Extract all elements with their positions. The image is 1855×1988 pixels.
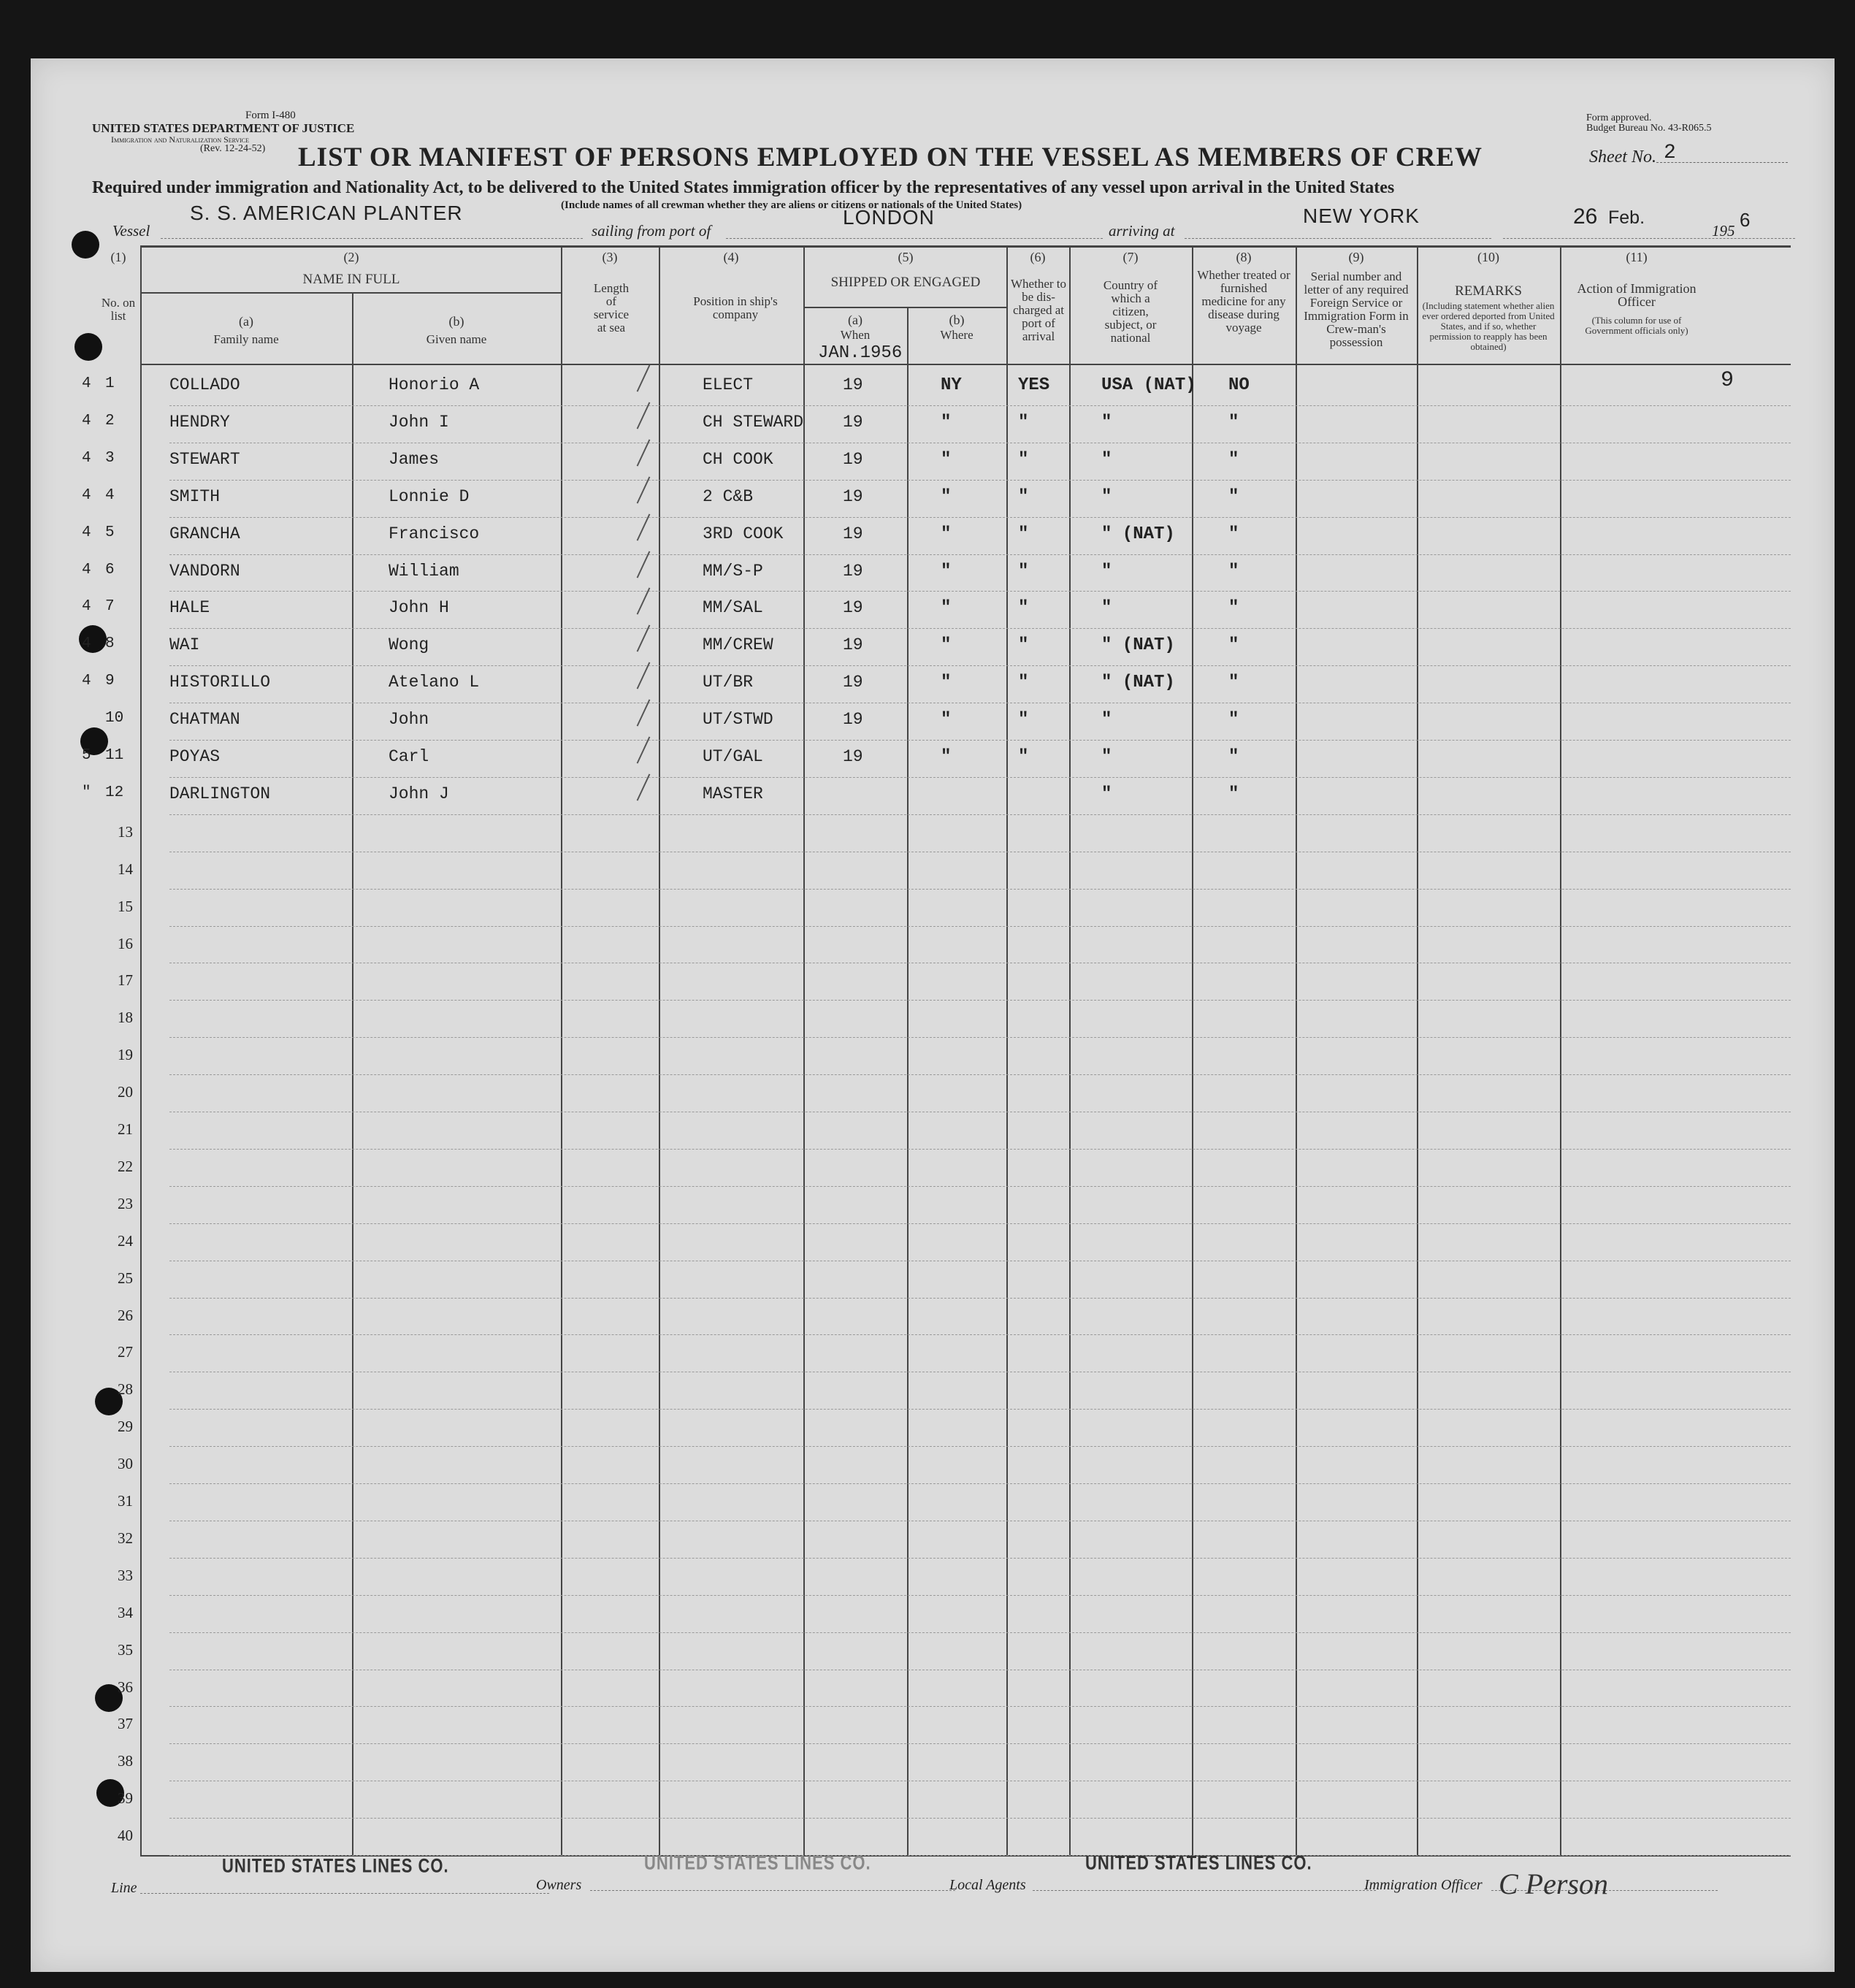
form-title: LIST OR MANIFEST OF PERSONS EMPLOYED ON THE VESSEL AS MEMBERS OF CREW bbox=[298, 142, 1483, 172]
medical-treatment: " bbox=[1228, 784, 1239, 804]
vessel-name: S. S. AMERICAN PLANTER bbox=[190, 202, 463, 224]
medical-treatment: " bbox=[1228, 413, 1239, 432]
discharged: " bbox=[1018, 413, 1029, 432]
position: MM/CREW bbox=[703, 635, 773, 654]
citizenship: USA (NAT) bbox=[1101, 375, 1196, 395]
col4-number: (4) bbox=[723, 250, 739, 264]
discharged: " bbox=[1018, 635, 1029, 655]
owners-rule bbox=[590, 1890, 955, 1891]
position: 2 C&B bbox=[703, 487, 754, 506]
row-number: 24 bbox=[118, 1232, 133, 1250]
row-rule bbox=[169, 591, 1791, 592]
column-divider bbox=[1417, 247, 1418, 1857]
line-stamp: UNITED STATES LINES CO. bbox=[222, 1854, 449, 1877]
col10-header: REMARKS bbox=[1455, 283, 1522, 299]
row-number: 21 bbox=[118, 1120, 133, 1138]
shipped-year: JAN.1956 bbox=[818, 343, 903, 363]
service-checkmark bbox=[637, 699, 651, 726]
row-number: 35 bbox=[118, 1641, 133, 1659]
given-name: John I bbox=[389, 413, 449, 432]
position: UT/GAL bbox=[703, 747, 763, 766]
row-rule bbox=[169, 814, 1791, 815]
row-number: 37 bbox=[118, 1715, 133, 1732]
col11-note: (This column for use of Government officials only) bbox=[1585, 315, 1688, 336]
port-line bbox=[726, 238, 1103, 239]
sheet-number: 2 bbox=[1664, 142, 1676, 164]
col5a-number: (a) bbox=[848, 313, 863, 327]
citizenship: " bbox=[1101, 413, 1112, 432]
family-name: VANDORN bbox=[169, 562, 240, 581]
service-checkmark bbox=[637, 439, 651, 466]
row-prefix: 4 bbox=[82, 375, 91, 392]
given-name: Honorio A bbox=[389, 375, 480, 394]
row-rule bbox=[169, 777, 1791, 778]
citizenship: " bbox=[1101, 562, 1112, 581]
column-divider bbox=[1560, 247, 1561, 1857]
row-number: 23 bbox=[118, 1195, 133, 1212]
owners-stamp: UNITED STATES LINES CO. bbox=[644, 1851, 871, 1874]
shipped-where: " bbox=[941, 413, 952, 432]
shipped-when: 19 bbox=[843, 562, 863, 581]
given-name: Wong bbox=[389, 635, 429, 654]
department-name: UNITED STATES DEPARTMENT OF JUSTICE bbox=[92, 121, 355, 135]
row-rule bbox=[169, 1000, 1791, 1001]
row-rule bbox=[169, 740, 1791, 741]
column-divider bbox=[1192, 247, 1193, 1857]
given-name: John H bbox=[389, 598, 449, 617]
shipped-when: 19 bbox=[843, 673, 863, 692]
citizenship: " (NAT) bbox=[1101, 635, 1175, 655]
service-checkmark bbox=[637, 662, 651, 689]
row-number: 25 bbox=[118, 1269, 133, 1287]
row-number: 31 bbox=[118, 1492, 133, 1510]
col3-number: (3) bbox=[602, 250, 618, 264]
row-number: 40 bbox=[118, 1827, 133, 1844]
medical-treatment: NO bbox=[1228, 375, 1250, 395]
col5a-header: When bbox=[840, 328, 871, 342]
row-prefix: " bbox=[82, 784, 91, 801]
row-number: 38 bbox=[118, 1752, 133, 1770]
family-name: STEWART bbox=[169, 450, 240, 469]
family-name: GRANCHA bbox=[169, 524, 240, 543]
given-name: Lonnie D bbox=[389, 487, 470, 506]
row-number: 13 bbox=[118, 823, 133, 841]
arrival-day: 26 bbox=[1573, 204, 1598, 229]
row-number: 19 bbox=[118, 1046, 133, 1063]
table-top-rule bbox=[140, 245, 1791, 248]
row-number: 8 bbox=[105, 635, 115, 652]
row-rule bbox=[169, 517, 1791, 518]
row-number: 2 bbox=[105, 413, 115, 429]
col7-header: Country of which a citizen, subject, or national bbox=[1103, 278, 1158, 345]
position: CH STEWARD bbox=[703, 413, 804, 432]
shipped-where: " bbox=[941, 635, 952, 655]
position: MM/S-P bbox=[703, 562, 763, 581]
citizenship: " bbox=[1101, 747, 1112, 767]
given-name: William bbox=[389, 562, 459, 581]
row-number: 18 bbox=[118, 1009, 133, 1026]
row-rule bbox=[169, 1334, 1791, 1335]
row-rule bbox=[169, 1706, 1791, 1707]
row-rule bbox=[169, 1037, 1791, 1038]
medical-treatment: " bbox=[1228, 747, 1239, 767]
row-rule bbox=[169, 1186, 1791, 1187]
col5b-number: (b) bbox=[949, 313, 965, 327]
shipped-where: " bbox=[941, 524, 952, 544]
family-name: DARLINGTON bbox=[169, 784, 271, 803]
arriving-label: arriving at bbox=[1109, 222, 1175, 240]
form-number: Form I-480 bbox=[245, 110, 296, 121]
shipped-when: 19 bbox=[843, 450, 863, 469]
discharged: " bbox=[1018, 673, 1029, 692]
vessel-label: Vessel bbox=[112, 222, 150, 240]
shipped-when: 19 bbox=[843, 747, 863, 766]
discharged: " bbox=[1018, 710, 1029, 730]
position: CH COOK bbox=[703, 450, 773, 469]
row-number: 29 bbox=[118, 1418, 133, 1435]
col2-header: NAME IN FULL bbox=[302, 272, 400, 287]
shipped-where: " bbox=[941, 673, 952, 692]
position: 3RD COOK bbox=[703, 524, 784, 543]
family-name: COLLADO bbox=[169, 375, 240, 394]
row-rule bbox=[169, 1298, 1791, 1299]
col4-header: Position in ship's company bbox=[693, 294, 778, 321]
medical-treatment: " bbox=[1228, 710, 1239, 730]
service-checkmark bbox=[637, 624, 651, 651]
col9-number: (9) bbox=[1348, 250, 1364, 264]
row-rule bbox=[169, 1558, 1791, 1559]
row-number: 34 bbox=[118, 1604, 133, 1621]
row-prefix: 4 bbox=[82, 635, 91, 652]
shipped-when: 19 bbox=[843, 598, 863, 617]
col11-number: (11) bbox=[1626, 250, 1648, 264]
row-rule bbox=[169, 405, 1791, 406]
family-name: SMITH bbox=[169, 487, 221, 506]
shipped-when: 19 bbox=[843, 375, 863, 394]
row-number: 9 bbox=[105, 673, 115, 689]
row-rule bbox=[169, 1595, 1791, 1596]
medical-treatment: " bbox=[1228, 673, 1239, 692]
sheet-number-line bbox=[1656, 162, 1788, 163]
agents-rule bbox=[1033, 1890, 1376, 1891]
position: ELECT bbox=[703, 375, 754, 394]
row-number: 5 bbox=[105, 524, 115, 541]
col7-number: (7) bbox=[1122, 250, 1139, 264]
service-checkmark bbox=[637, 364, 651, 391]
medical-treatment: " bbox=[1228, 450, 1239, 470]
sailing-label: sailing from port of bbox=[592, 222, 711, 240]
discharged: " bbox=[1018, 450, 1029, 470]
date-line bbox=[1503, 238, 1795, 239]
row-rule bbox=[169, 1632, 1791, 1633]
shipped-when: 19 bbox=[843, 524, 863, 543]
row-rule bbox=[169, 665, 1791, 666]
row-number: 16 bbox=[118, 935, 133, 952]
position: MASTER bbox=[703, 784, 763, 803]
medical-treatment: " bbox=[1228, 562, 1239, 581]
column-divider bbox=[1069, 247, 1071, 1857]
line-rule bbox=[140, 1893, 549, 1894]
row-number: 14 bbox=[118, 860, 133, 878]
citizenship: " bbox=[1101, 710, 1112, 730]
service-checkmark bbox=[637, 402, 651, 429]
row-number: 7 bbox=[105, 598, 115, 615]
row-prefix: 4 bbox=[82, 413, 91, 429]
given-name: Francisco bbox=[389, 524, 480, 543]
discharged: " bbox=[1018, 747, 1029, 767]
col10-note: (Including statement whether alien ever ordered deported from United States, and if so, whether permission to reapply has been obtained) bbox=[1422, 300, 1555, 352]
col1-header: No. on list bbox=[101, 296, 136, 323]
departure-port: LONDON bbox=[843, 206, 935, 229]
row-number: 4 bbox=[105, 487, 115, 504]
line-label: Line bbox=[111, 1880, 137, 1896]
col2b-header: Given name bbox=[426, 332, 487, 346]
row-number: 1 bbox=[105, 375, 115, 392]
arrival-line bbox=[1185, 238, 1491, 239]
shipped-when: 19 bbox=[843, 413, 863, 432]
given-name: John bbox=[389, 710, 429, 729]
family-name: CHATMAN bbox=[169, 710, 240, 729]
citizenship: " bbox=[1101, 784, 1112, 804]
form-approval: Form approved. bbox=[1586, 112, 1652, 123]
row-number: 28 bbox=[118, 1380, 133, 1398]
punch-hole bbox=[74, 333, 102, 361]
column-divider bbox=[1006, 247, 1008, 1857]
col2b-number: (b) bbox=[448, 314, 464, 329]
col5-header: SHIPPED OR ENGAGED bbox=[830, 275, 981, 290]
row-rule bbox=[169, 926, 1791, 927]
medical-treatment: " bbox=[1228, 635, 1239, 655]
row-number: 11 bbox=[105, 747, 124, 764]
citizenship: " (NAT) bbox=[1101, 673, 1175, 692]
col11-header: Action of Immigration Officer bbox=[1577, 281, 1697, 309]
row-number: 12 bbox=[105, 784, 124, 801]
agents-label: Local Agents bbox=[949, 1877, 1026, 1893]
shipped-when: 19 bbox=[843, 487, 863, 506]
col3-header: Length of service at sea bbox=[593, 281, 630, 334]
row-prefix: 4 bbox=[82, 562, 91, 578]
row-number: 15 bbox=[118, 898, 133, 915]
row-rule bbox=[169, 1818, 1791, 1819]
officer-mark: 9 bbox=[1721, 368, 1734, 393]
officer-label: Immigration Officer bbox=[1364, 1877, 1483, 1893]
family-name: HISTORILLO bbox=[169, 673, 271, 692]
col6-header: Whether to be dis-charged at port of arrival bbox=[1011, 277, 1066, 343]
col1-number: (1) bbox=[110, 250, 126, 264]
row-prefix: 5 bbox=[82, 747, 91, 764]
arrival-month: Feb. bbox=[1608, 207, 1645, 228]
col6-number: (6) bbox=[1030, 250, 1046, 264]
shipped-where: " bbox=[941, 450, 952, 470]
shipped-where: " bbox=[941, 710, 952, 730]
row-prefix: 4 bbox=[82, 487, 91, 504]
row-rule bbox=[169, 1409, 1791, 1410]
column-divider bbox=[1296, 247, 1297, 1857]
column-divider bbox=[907, 307, 909, 1857]
row-number: 17 bbox=[118, 971, 133, 989]
service-checkmark bbox=[637, 736, 651, 763]
row-prefix: 4 bbox=[82, 673, 91, 689]
medical-treatment: " bbox=[1228, 524, 1239, 544]
owners-label: Owners bbox=[536, 1877, 582, 1893]
punch-hole bbox=[72, 231, 99, 259]
citizenship: " bbox=[1101, 487, 1112, 507]
row-number: 20 bbox=[118, 1083, 133, 1101]
service-name: Immigration and Naturalization Service bbox=[111, 134, 250, 145]
row-rule bbox=[169, 554, 1791, 555]
name-subheader-rule bbox=[140, 292, 562, 294]
medical-treatment: " bbox=[1228, 487, 1239, 507]
shipped-where: " bbox=[941, 598, 952, 618]
col2a-number: (a) bbox=[239, 314, 253, 329]
position: UT/BR bbox=[703, 673, 754, 692]
row-rule bbox=[169, 1149, 1791, 1150]
row-number: 27 bbox=[118, 1343, 133, 1361]
row-rule bbox=[169, 480, 1791, 481]
row-rule bbox=[169, 1743, 1791, 1744]
shipped-where: " bbox=[941, 747, 952, 767]
service-checkmark bbox=[637, 551, 651, 578]
family-name: HENDRY bbox=[169, 413, 230, 432]
row-rule bbox=[169, 1446, 1791, 1447]
row-number: 6 bbox=[105, 562, 115, 578]
col5b-header: Where bbox=[940, 328, 974, 342]
row-rule bbox=[169, 889, 1791, 890]
discharged: YES bbox=[1018, 375, 1050, 395]
column-divider bbox=[659, 247, 660, 1857]
col10-number: (10) bbox=[1477, 250, 1499, 264]
service-checkmark bbox=[637, 513, 651, 540]
service-checkmark bbox=[637, 476, 651, 503]
shipped-where: " bbox=[941, 487, 952, 507]
arrival-year-prefix: 195 bbox=[1712, 222, 1735, 240]
shipped-when: 19 bbox=[843, 635, 863, 654]
service-checkmark bbox=[637, 587, 651, 614]
manifest-sheet bbox=[31, 58, 1835, 1972]
discharged: " bbox=[1018, 487, 1029, 507]
row-number: 26 bbox=[118, 1307, 133, 1324]
col2-number: (2) bbox=[343, 250, 359, 264]
citizenship: " (NAT) bbox=[1101, 524, 1175, 544]
position: UT/STWD bbox=[703, 710, 773, 729]
col5-number: (5) bbox=[898, 250, 914, 264]
col2a-header: Family name bbox=[213, 332, 279, 346]
row-prefix: 4 bbox=[82, 598, 91, 615]
row-number: 33 bbox=[118, 1567, 133, 1584]
given-name: James bbox=[389, 450, 440, 469]
vessel-line bbox=[161, 238, 583, 239]
given-name: John J bbox=[389, 784, 449, 803]
discharged: " bbox=[1018, 598, 1029, 618]
row-number: 10 bbox=[105, 710, 124, 727]
row-number: 30 bbox=[118, 1455, 133, 1472]
col8-number: (8) bbox=[1236, 250, 1252, 264]
family-name: POYAS bbox=[169, 747, 221, 766]
given-name: Carl bbox=[389, 747, 429, 766]
column-divider bbox=[561, 247, 562, 1857]
row-prefix: 4 bbox=[82, 524, 91, 541]
row-number: 39 bbox=[118, 1789, 133, 1807]
col8-header: Whether treated or furnished medicine for any disease during voyage bbox=[1197, 268, 1290, 334]
arrival-port: NEW YORK bbox=[1303, 204, 1420, 227]
revision-date: (Rev. 12-24-52) bbox=[200, 143, 266, 154]
row-number: 3 bbox=[105, 450, 115, 467]
row-prefix: 4 bbox=[82, 450, 91, 467]
medical-treatment: " bbox=[1228, 598, 1239, 618]
row-number: 36 bbox=[118, 1678, 133, 1696]
family-name: HALE bbox=[169, 598, 210, 617]
family-name: WAI bbox=[169, 635, 200, 654]
row-number: 22 bbox=[118, 1158, 133, 1175]
citizenship: " bbox=[1101, 598, 1112, 618]
officer-signature: C Person bbox=[1499, 1867, 1608, 1900]
row-rule bbox=[169, 1074, 1791, 1075]
arrival-year-suffix: 6 bbox=[1740, 209, 1751, 231]
form-subtitle: Required under immigration and Nationality Act, to be delivered to the United States immigration officer by the representatives of any vessel upon arrival in the United States bbox=[92, 178, 1395, 197]
column-divider bbox=[140, 247, 142, 1857]
service-checkmark bbox=[637, 773, 651, 800]
discharged: " bbox=[1018, 524, 1029, 544]
agents-stamp: UNITED STATES LINES CO. bbox=[1085, 1851, 1312, 1874]
column-divider bbox=[803, 247, 805, 1857]
citizenship: " bbox=[1101, 450, 1112, 470]
header-bottom-rule bbox=[140, 364, 1791, 365]
sheet-label: Sheet No. bbox=[1589, 148, 1656, 167]
row-rule bbox=[169, 1223, 1791, 1224]
shipped-where: " bbox=[941, 562, 952, 581]
budget-bureau: Budget Bureau No. 43-R065.5 bbox=[1586, 123, 1712, 134]
given-name: Atelano L bbox=[389, 673, 480, 692]
form-note: (Include names of all crewman whether they are aliens or citizens or nationals of the United States) bbox=[561, 199, 1022, 211]
shipped-when: 19 bbox=[843, 710, 863, 729]
shipped-subheader-rule bbox=[803, 307, 1008, 308]
row-rule bbox=[169, 628, 1791, 629]
shipped-where: NY bbox=[941, 375, 962, 395]
row-number: 32 bbox=[118, 1529, 133, 1547]
col9-header: Serial number and letter of any required Foreign Service or Immigration Form in Crew-man's possession bbox=[1304, 269, 1409, 349]
discharged: " bbox=[1018, 562, 1029, 581]
row-rule bbox=[169, 1483, 1791, 1484]
position: MM/SAL bbox=[703, 598, 763, 617]
